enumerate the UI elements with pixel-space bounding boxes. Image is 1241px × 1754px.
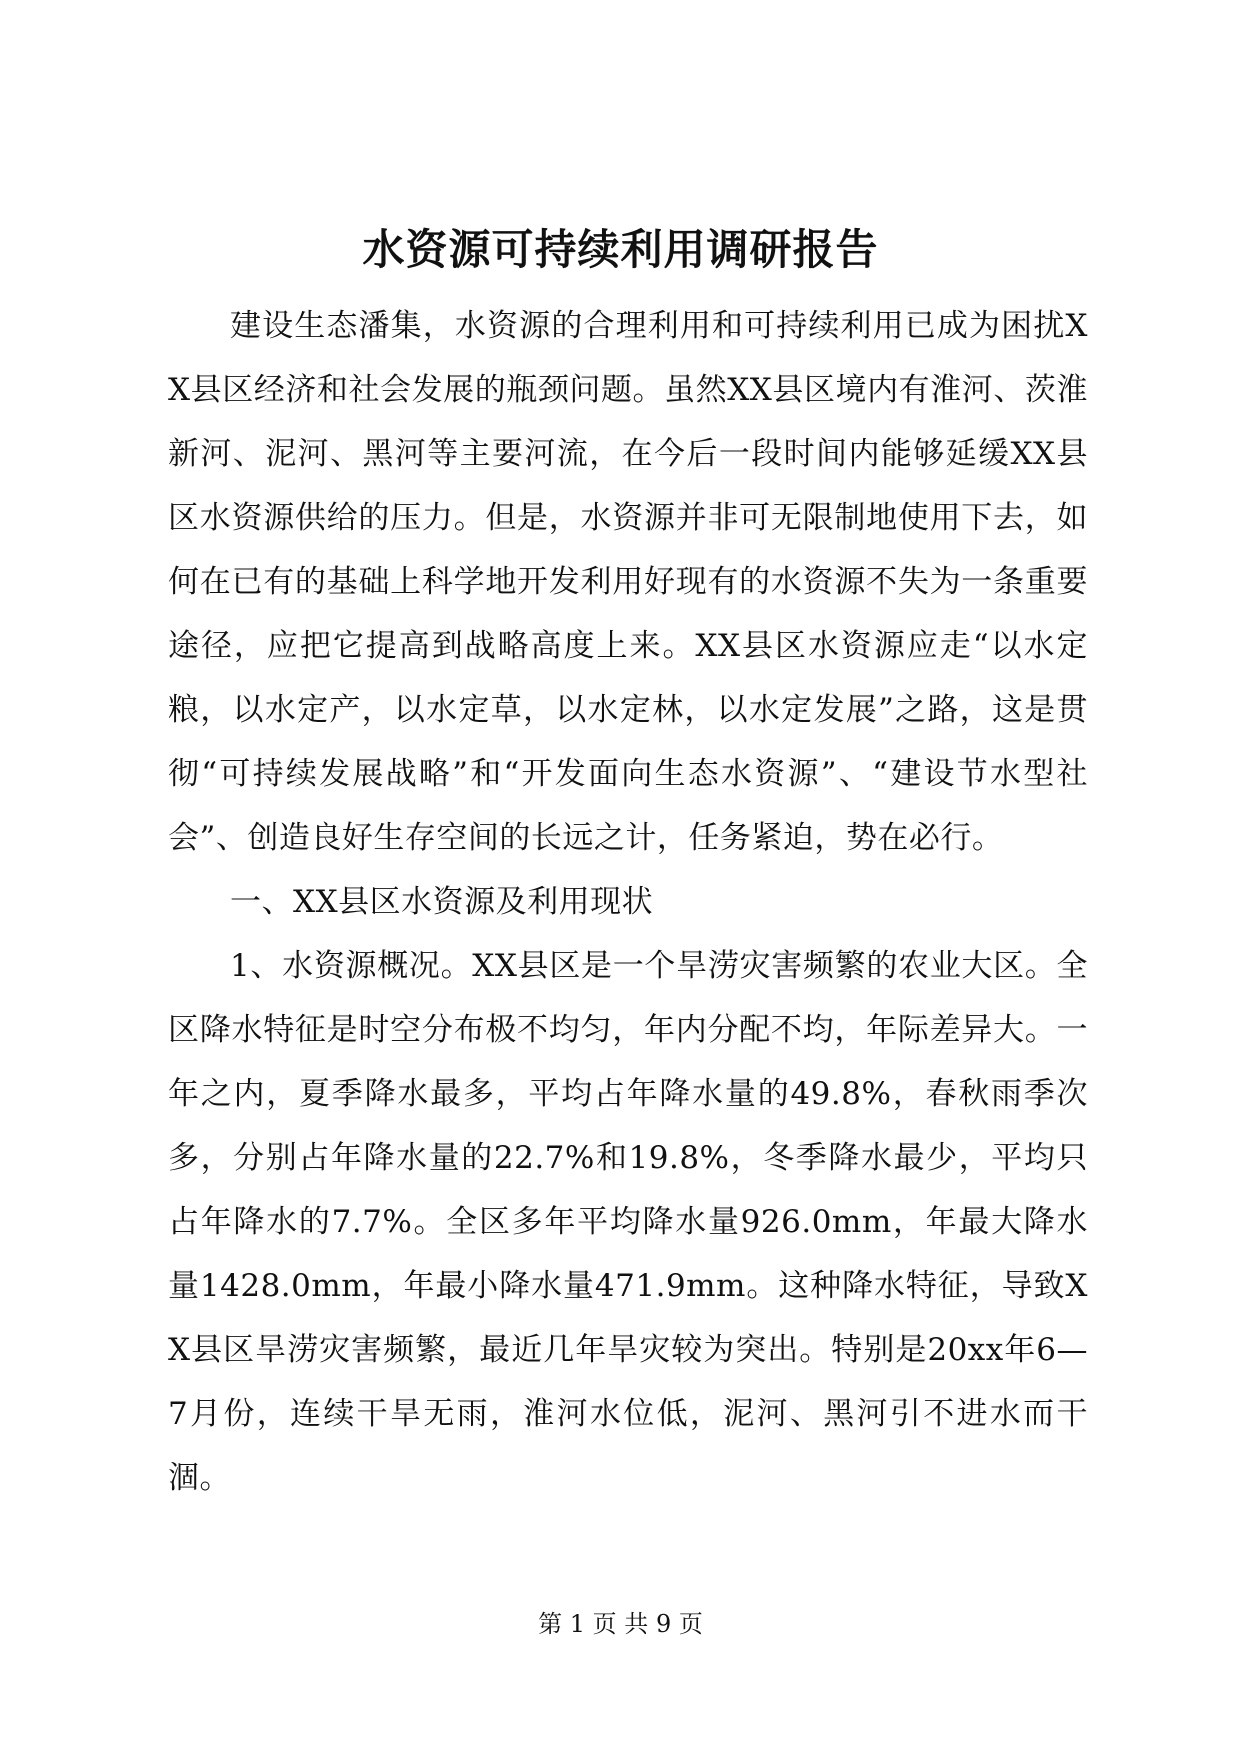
document-body (168, 294, 1088, 1510)
section-paragraph: 1、水资源概况。XX县区是一个旱涝灾害频繁的农业大区。全区降水特征是时空分布极不均匀，年内分配不均，年际差异大。一年之内，夏季降水最多，平均占年降水量的49.8%，春秋雨季次多，分别占年降水量的22.7%和19.8%，冬季降水最少，平均只占年降水的7.7%。全区多年平均降水量926.0mm，年最大降水量1428.0mm，年最小降水量471.9mm。这种降水特征，导致XX县区旱涝灾害频繁，最近几年旱灾较为突出。特别是20xx年6—7月份，连续干旱无雨，淮河水位低，泥河、黑河引不进水而干涸。 (168, 948, 1088, 1496)
document-title: 水资源可持续利用调研报告 (362, 225, 879, 274)
page-number-footer: 第 1 页 共 9 页 (538, 1610, 703, 1638)
section-heading: 一、XX县区水资源及利用现状 (230, 884, 654, 920)
intro-paragraph: 建设生态潘集，水资源的合理利用和可持续利用已成为困扰XX县区经济和社会发展的瓶颈问题。虽然XX县区境内有淮河、茨淮新河、泥河、黑河等主要河流，在今后一段时间内能够延缓XX县区水资源供给的压力。但是，水资源并非可无限制地使用下去，如何在已有的基础上科学地开发利用好现有的水资源不失为一条重要途径，应把它提高到战略高度上来。XX县区水资源应走“以水定粮，以水定产，以水定草，以水定林，以水定发展”之路，这是贯彻“可持续发展战略”和“开发面向生态水资源”、“建设节水型社会”、创造良好生存空间的长远之计，任务紧迫，势在必行。 (168, 308, 1088, 856)
